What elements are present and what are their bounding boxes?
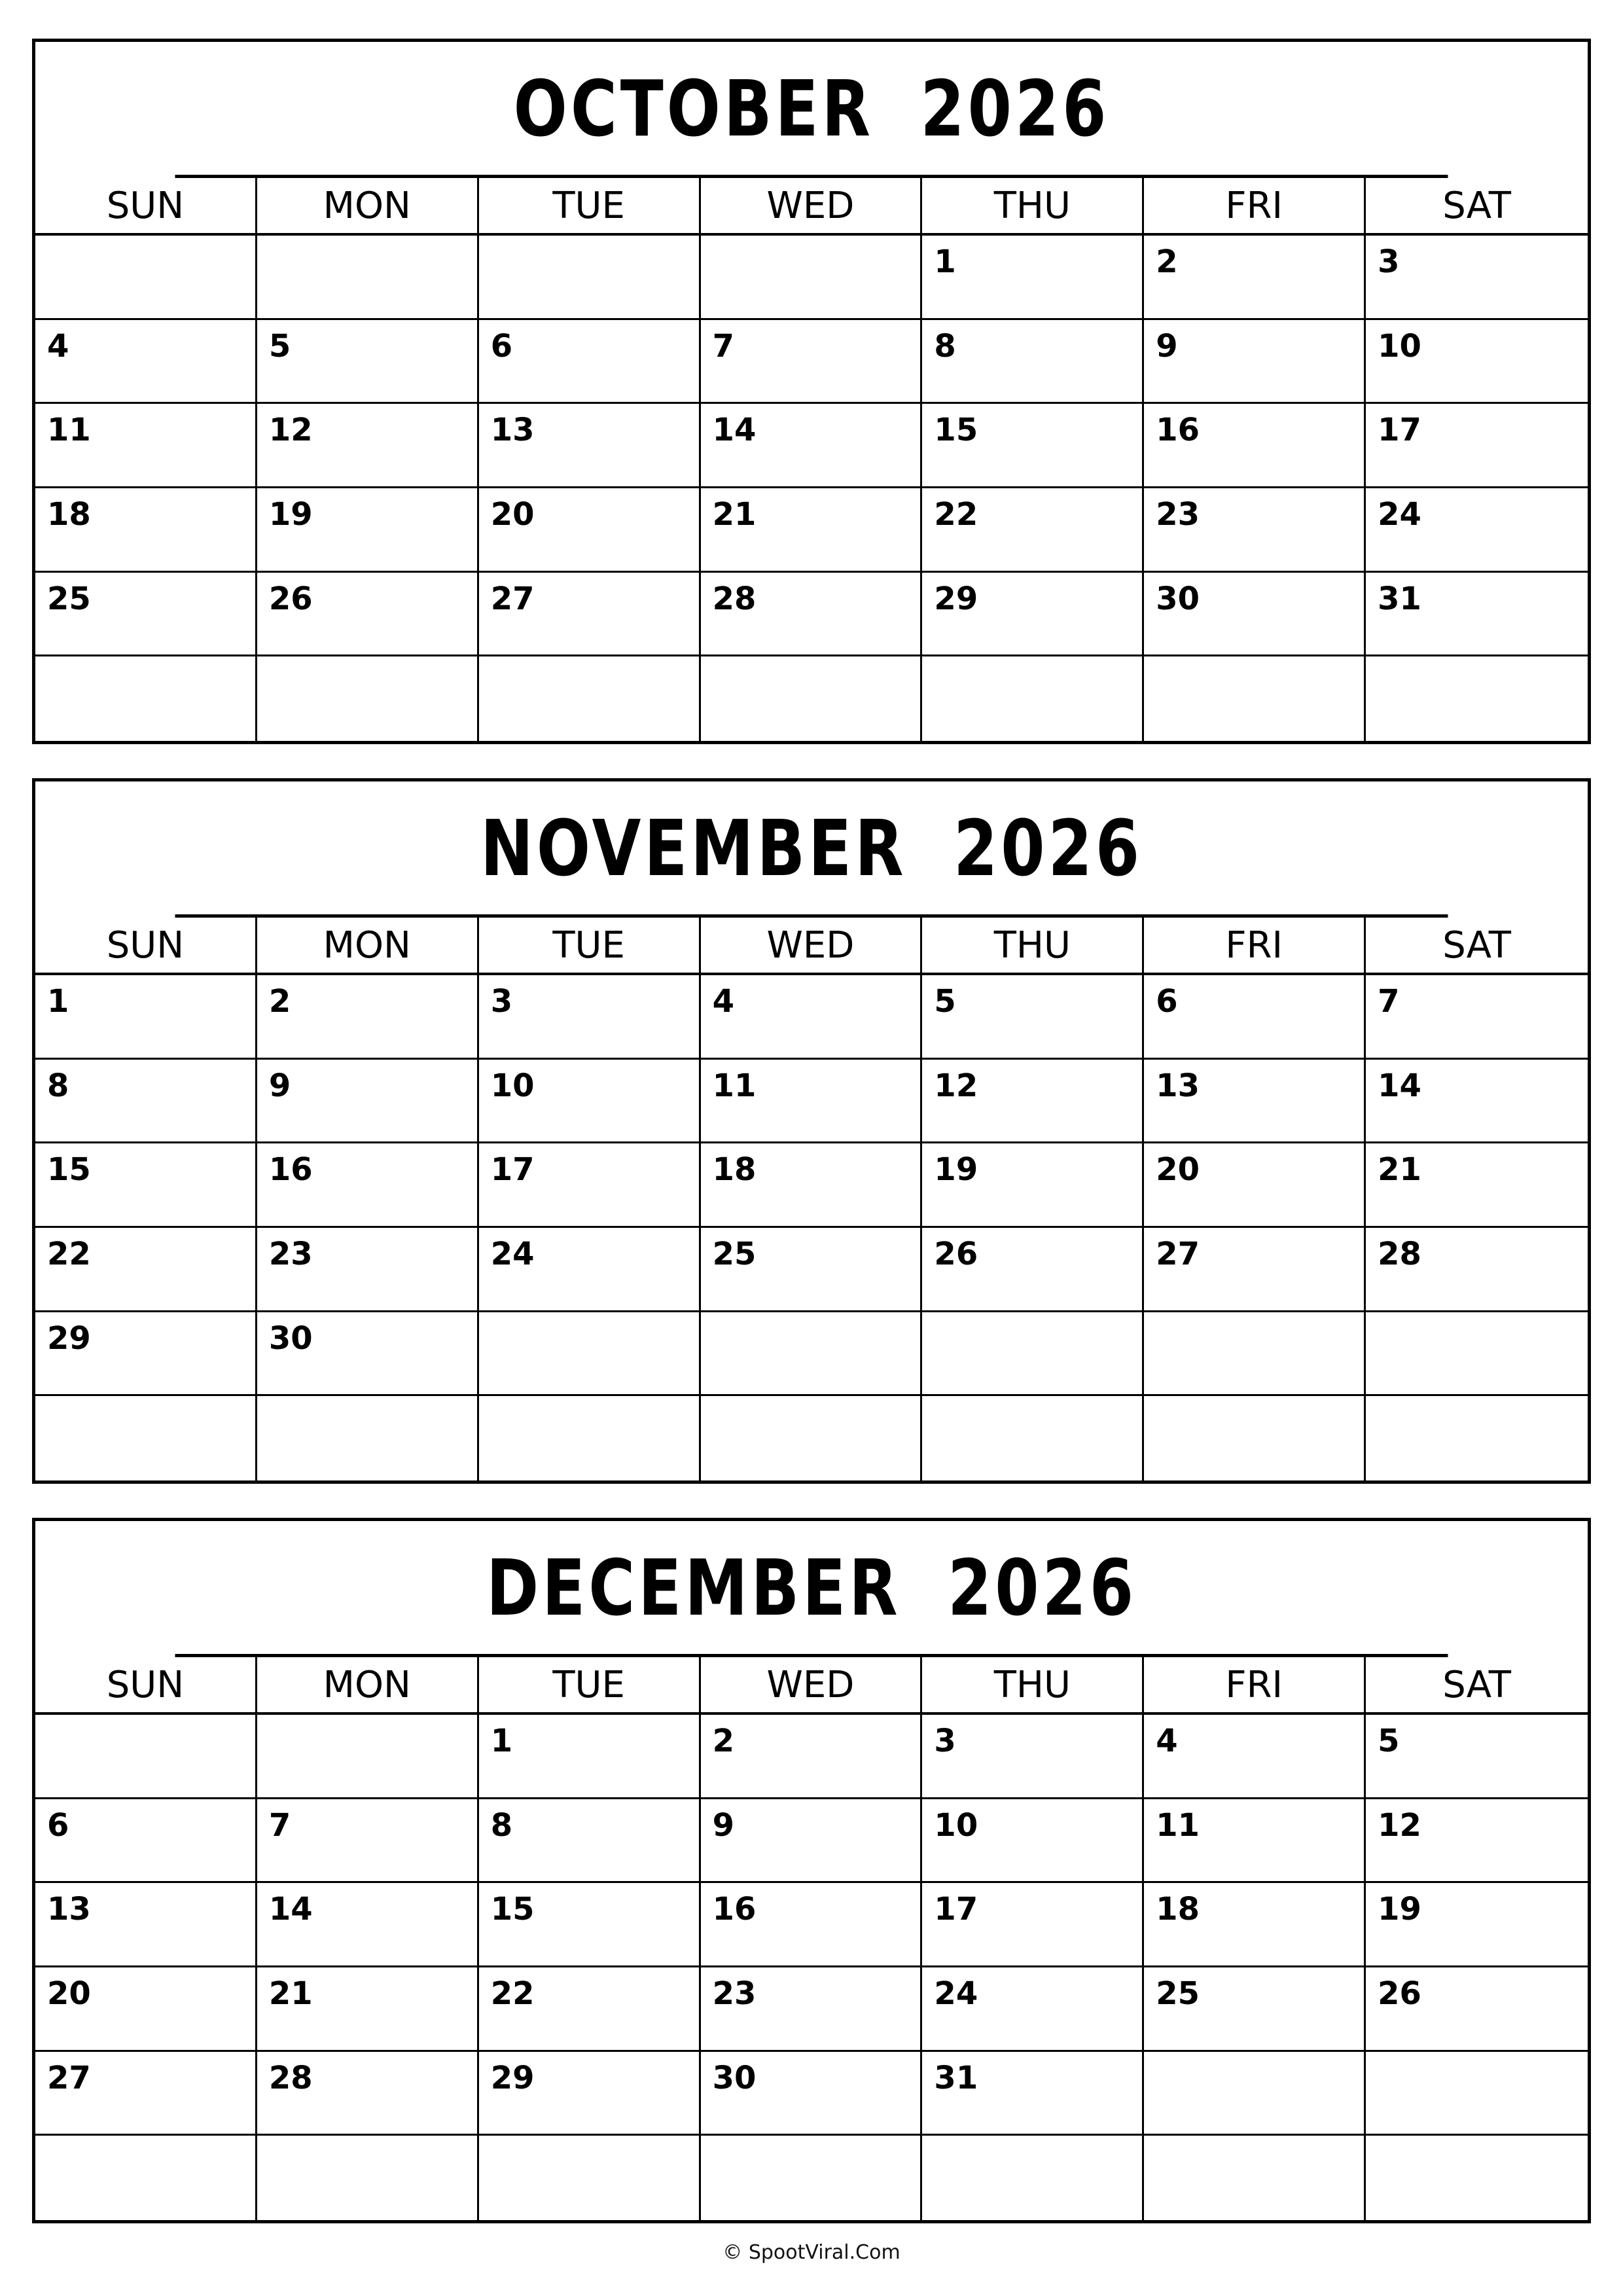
day-cell: 31 <box>1366 573 1588 657</box>
day-cell: 16 <box>701 1883 923 1967</box>
day-cell <box>1144 656 1366 741</box>
day-cell: 28 <box>701 573 923 657</box>
day-cell <box>1144 1312 1366 1397</box>
day-cell <box>701 1312 923 1397</box>
day-cell: 30 <box>257 1312 479 1397</box>
day-cell: 17 <box>1366 404 1588 488</box>
day-cell: 29 <box>922 573 1144 657</box>
day-cell: 1 <box>35 975 257 1060</box>
day-cell: 3 <box>922 1715 1144 1799</box>
weekday-header: FRI <box>1144 178 1366 236</box>
weekday-header: TUE <box>479 1657 701 1715</box>
day-cell: 27 <box>35 2052 257 2136</box>
day-cell: 7 <box>701 320 923 404</box>
day-cell: 20 <box>1144 1143 1366 1228</box>
day-cell: 10 <box>922 1799 1144 1884</box>
day-cell <box>701 1396 923 1480</box>
day-cell: 16 <box>257 1143 479 1228</box>
day-cell: 19 <box>922 1143 1144 1228</box>
day-cell: 23 <box>1144 488 1366 573</box>
day-cell <box>701 236 923 320</box>
month-grid <box>35 1657 1588 2220</box>
day-cell: 13 <box>479 404 701 488</box>
day-cell: 27 <box>1144 1228 1366 1312</box>
weekday-header: SAT <box>1366 1657 1588 1715</box>
day-cell: 2 <box>701 1715 923 1799</box>
weekday-header: SUN <box>35 1657 257 1715</box>
day-cell: 26 <box>257 573 479 657</box>
day-cell <box>35 1396 257 1480</box>
day-cell: 16 <box>1144 404 1366 488</box>
day-cell: 4 <box>1144 1715 1366 1799</box>
day-cell: 12 <box>257 404 479 488</box>
day-cell: 28 <box>1366 1228 1588 1312</box>
day-cell: 9 <box>1144 320 1366 404</box>
day-cell: 24 <box>922 1967 1144 2052</box>
weekday-header: TUE <box>479 918 701 975</box>
day-cell: 14 <box>1366 1060 1588 1144</box>
day-cell: 15 <box>922 404 1144 488</box>
day-cell: 19 <box>1366 1883 1588 1967</box>
day-cell <box>35 236 257 320</box>
day-cell: 8 <box>479 1799 701 1884</box>
weekday-header: FRI <box>1144 1657 1366 1715</box>
day-cell: 26 <box>1366 1967 1588 2052</box>
day-cell: 25 <box>35 573 257 657</box>
day-cell: 18 <box>35 488 257 573</box>
day-cell <box>1144 1396 1366 1480</box>
day-cell: 1 <box>479 1715 701 1799</box>
weekday-header: MON <box>257 918 479 975</box>
day-cell: 29 <box>479 2052 701 2136</box>
day-cell <box>1366 2052 1588 2136</box>
day-cell: 15 <box>479 1883 701 1967</box>
day-cell: 28 <box>257 2052 479 2136</box>
day-cell <box>1366 1312 1588 1397</box>
day-cell <box>922 1312 1144 1397</box>
weekday-header: SUN <box>35 918 257 975</box>
day-cell: 18 <box>1144 1883 1366 1967</box>
day-cell: 21 <box>257 1967 479 2052</box>
day-cell: 9 <box>701 1799 923 1884</box>
month-title: NOVEMBER 2026 <box>175 781 1448 918</box>
day-cell: 22 <box>35 1228 257 1312</box>
day-cell: 17 <box>479 1143 701 1228</box>
day-cell <box>479 1312 701 1397</box>
weekday-header: WED <box>701 918 923 975</box>
day-cell: 23 <box>257 1228 479 1312</box>
day-cell <box>479 236 701 320</box>
day-cell <box>1144 2136 1366 2220</box>
weekday-header: THU <box>922 1657 1144 1715</box>
day-cell <box>922 2136 1144 2220</box>
day-cell: 10 <box>1366 320 1588 404</box>
day-cell: 2 <box>1144 236 1366 320</box>
day-cell: 24 <box>1366 488 1588 573</box>
day-cell: 20 <box>479 488 701 573</box>
day-cell: 11 <box>35 404 257 488</box>
day-cell: 5 <box>1366 1715 1588 1799</box>
day-cell: 22 <box>479 1967 701 2052</box>
day-cell <box>479 2136 701 2220</box>
month-grid <box>35 918 1588 1480</box>
day-cell <box>1144 2052 1366 2136</box>
day-cell <box>257 656 479 741</box>
day-cell: 3 <box>479 975 701 1060</box>
day-cell: 21 <box>1366 1143 1588 1228</box>
day-cell <box>1366 2136 1588 2220</box>
day-cell <box>35 656 257 741</box>
day-cell <box>479 1396 701 1480</box>
weekday-header: FRI <box>1144 918 1366 975</box>
day-cell: 21 <box>701 488 923 573</box>
day-cell: 6 <box>479 320 701 404</box>
weekday-header: MON <box>257 1657 479 1715</box>
month-title: OCTOBER 2026 <box>175 42 1448 178</box>
day-cell: 30 <box>1144 573 1366 657</box>
day-cell: 22 <box>922 488 1144 573</box>
weekday-header: WED <box>701 1657 923 1715</box>
day-cell: 14 <box>257 1883 479 1967</box>
day-cell: 7 <box>1366 975 1588 1060</box>
day-cell: 1 <box>922 236 1144 320</box>
day-cell: 9 <box>257 1060 479 1144</box>
day-cell: 3 <box>1366 236 1588 320</box>
day-cell: 2 <box>257 975 479 1060</box>
day-cell: 25 <box>701 1228 923 1312</box>
day-cell: 8 <box>35 1060 257 1144</box>
day-cell: 4 <box>35 320 257 404</box>
day-cell: 4 <box>701 975 923 1060</box>
day-cell: 11 <box>701 1060 923 1144</box>
day-cell: 29 <box>35 1312 257 1397</box>
weekday-header: SAT <box>1366 918 1588 975</box>
calendar-december <box>32 1518 1591 2223</box>
day-cell: 14 <box>701 404 923 488</box>
day-cell <box>701 656 923 741</box>
day-cell: 12 <box>1366 1799 1588 1884</box>
weekday-header: THU <box>922 918 1144 975</box>
day-cell: 27 <box>479 573 701 657</box>
day-cell <box>35 1715 257 1799</box>
day-cell: 5 <box>922 975 1144 1060</box>
copyright-footer: © SpootViral.Com <box>722 2241 901 2264</box>
day-cell: 15 <box>35 1143 257 1228</box>
day-cell: 25 <box>1144 1967 1366 2052</box>
month-title: DECEMBER 2026 <box>175 1521 1448 1657</box>
day-cell: 13 <box>1144 1060 1366 1144</box>
day-cell <box>257 2136 479 2220</box>
weekday-header: SAT <box>1366 178 1588 236</box>
day-cell: 6 <box>1144 975 1366 1060</box>
day-cell <box>701 2136 923 2220</box>
weekday-header: SUN <box>35 178 257 236</box>
day-cell <box>1366 656 1588 741</box>
weekday-header: WED <box>701 178 923 236</box>
calendar-november <box>32 778 1591 1484</box>
day-cell <box>257 1396 479 1480</box>
weekday-header: THU <box>922 178 1144 236</box>
day-cell: 30 <box>701 2052 923 2136</box>
day-cell: 19 <box>257 488 479 573</box>
day-cell: 5 <box>257 320 479 404</box>
day-cell: 10 <box>479 1060 701 1144</box>
day-cell <box>1366 1396 1588 1480</box>
day-cell: 20 <box>35 1967 257 2052</box>
day-cell: 26 <box>922 1228 1144 1312</box>
calendar-october <box>32 39 1591 744</box>
day-cell <box>922 656 1144 741</box>
day-cell: 11 <box>1144 1799 1366 1884</box>
day-cell: 13 <box>35 1883 257 1967</box>
day-cell <box>257 1715 479 1799</box>
day-cell <box>35 2136 257 2220</box>
weekday-header: MON <box>257 178 479 236</box>
day-cell: 31 <box>922 2052 1144 2136</box>
day-cell: 18 <box>701 1143 923 1228</box>
day-cell: 7 <box>257 1799 479 1884</box>
day-cell: 17 <box>922 1883 1144 1967</box>
day-cell <box>257 236 479 320</box>
day-cell: 23 <box>701 1967 923 2052</box>
day-cell: 8 <box>922 320 1144 404</box>
day-cell: 6 <box>35 1799 257 1884</box>
day-cell <box>479 656 701 741</box>
day-cell: 12 <box>922 1060 1144 1144</box>
day-cell <box>922 1396 1144 1480</box>
weekday-header: TUE <box>479 178 701 236</box>
day-cell: 24 <box>479 1228 701 1312</box>
month-grid <box>35 178 1588 741</box>
